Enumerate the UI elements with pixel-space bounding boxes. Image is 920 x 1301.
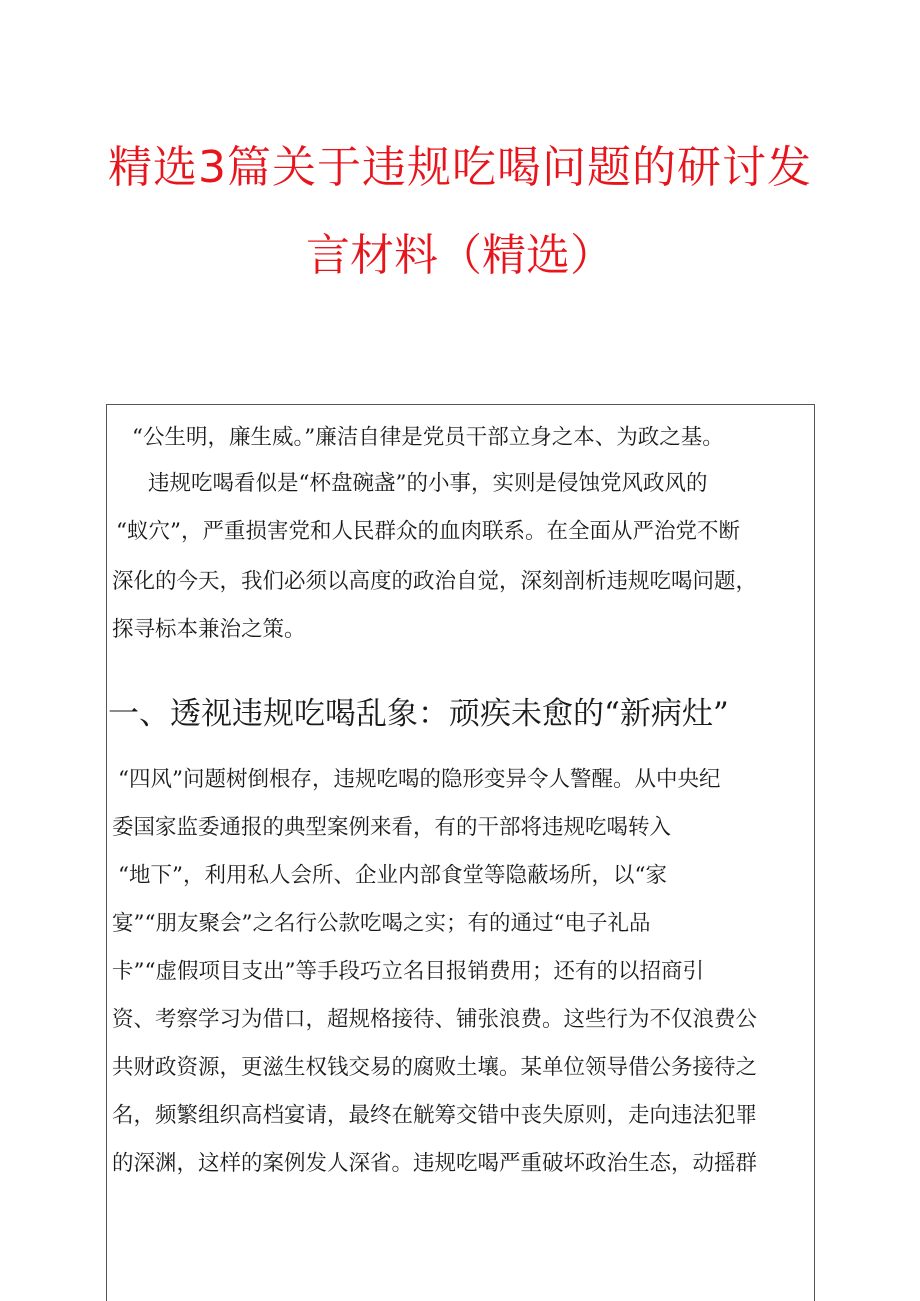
intro-line: 深化的今天，我们必须以高度的政治自觉，深刻剖析违规吃喝问题， — [112, 569, 758, 594]
body-line: 资、考察学习为借口，超规格接待、铺张浪费。这些行为不仅浪费公 — [112, 1007, 758, 1032]
body-line: 名，频繁组织高档宴请，最终在觥筹交错中丧失原则，走向违法犯罪 — [112, 1103, 758, 1128]
body-line: “四风”问题树倒根存，违规吃喝的隐形变异令人警醒。从中央纪 — [118, 767, 721, 792]
intro-line: “公生明，廉生威。”廉洁自律是党员干部立身之本、为政之基。 — [132, 425, 724, 450]
intro-line: “蚁穴”，严重损害党和人民群众的血肉联系。在全面从严治党不断 — [116, 519, 740, 544]
document-title-line-2: 言材料（精选） — [306, 230, 614, 281]
body-line: 委国家监委通报的典型案例来看，有的干部将违规吃喝转入 — [112, 815, 672, 840]
document-title-line-1: 精选3篇关于违规吃喝问题的研讨发 — [108, 142, 812, 193]
intro-line: 违规吃喝看似是“杯盘碗盏”的小事，实则是侵蚀党风政风的 — [148, 471, 708, 496]
body-line: 共财政资源，更滋生权钱交易的腐败土壤。某单位领导借公务接待之 — [112, 1055, 758, 1080]
body-line: 的深渊，这样的案例发人深省。违规吃喝严重破坏政治生态，动摇群 — [112, 1151, 758, 1176]
body-line: 卡”“虚假项目支出”等手段巧立名目报销费用；还有的以招商引 — [112, 959, 704, 984]
body-line: 宴”“朋友聚会”之名行公款吃喝之实；有的通过“电子礼品 — [112, 911, 651, 936]
section-heading: 一、透视违规吃喝乱象：顽疾未愈的“新病灶” — [108, 696, 729, 732]
intro-line: 探寻标本兼治之策。 — [112, 617, 306, 642]
body-line: “地下”，利用私人会所、企业内部食堂等隐蔽场所，以“家 — [118, 863, 667, 888]
